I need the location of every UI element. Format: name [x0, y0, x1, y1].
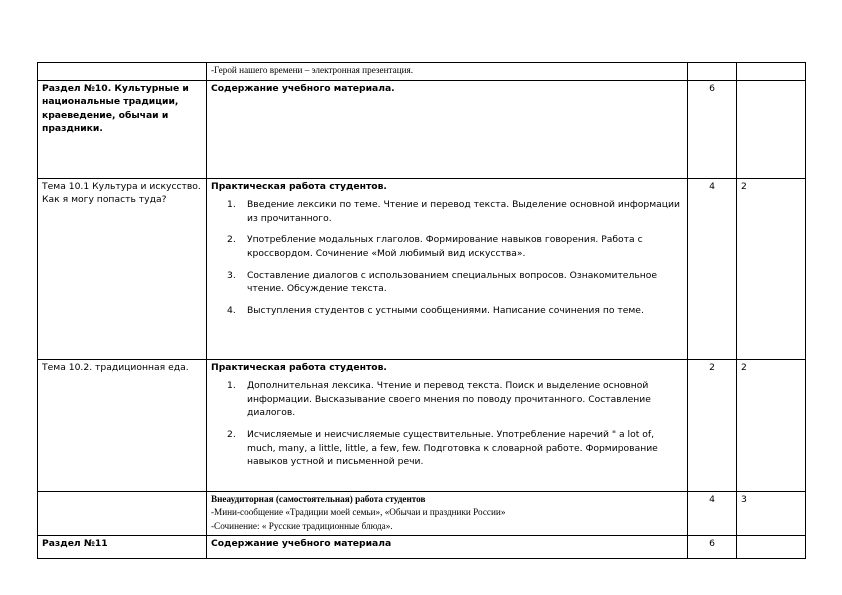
item-number: 2.	[227, 428, 236, 440]
level-cell	[737, 80, 806, 178]
hours-cell	[688, 63, 737, 81]
content-title: Практическая работа студентов.	[211, 180, 387, 192]
list-item	[211, 198, 683, 225]
topic-cell	[38, 63, 207, 81]
content-title: Содержание учебного материала	[207, 536, 688, 559]
level-cell	[737, 63, 806, 81]
content-line: -Сочинение: « Русские традиционные блюда».	[211, 520, 393, 531]
table-row	[38, 63, 806, 81]
table-row	[38, 178, 806, 359]
content-line: -Герой нашего времени – электронная презентация.	[211, 65, 414, 75]
section-title: Раздел №10. Культурные и национальные традиции, краеведение, обычаи и праздники.	[38, 80, 207, 178]
topic-cell: Тема 10.2. традиционная еда.	[38, 359, 207, 491]
hours-cell: 4	[688, 491, 737, 536]
item-text: Выступления студентов с устными сообщениями. Написание сочинения по теме.	[247, 304, 644, 316]
item-text: Исчисляемые и неисчисляемые существительные. Употребление наречий " a lot of, much, many, a little, little, a few, few. Подготовка к словарной работе. Формирование навыков устной и письменной речи.	[247, 428, 658, 468]
content-title: Содержание учебного материала.	[207, 80, 688, 178]
content-line: -Мини-сообщение «Традиции моей семьи», «Обычаи и праздники России»	[211, 507, 506, 518]
list-item	[211, 428, 683, 469]
section-title: Раздел №11	[38, 536, 207, 559]
topic-cell	[38, 491, 207, 536]
list-item	[211, 379, 683, 420]
curriculum-table	[37, 62, 806, 559]
item-text: Введение лексики по теме. Чтение и перевод текста. Выделение основной информации из прочитанного.	[247, 199, 680, 224]
topic-cell: Тема 10.1 Культура и искусство. Как я могу попасть туда?	[38, 178, 207, 359]
table-row	[38, 359, 806, 491]
hours-cell: 6	[688, 536, 737, 559]
level-cell	[737, 536, 806, 559]
item-number: 3.	[227, 269, 236, 281]
list-item	[211, 269, 683, 296]
item-number: 1.	[227, 199, 236, 211]
content-title: Практическая работа студентов.	[211, 361, 387, 373]
task-list	[211, 379, 683, 469]
content-cell	[207, 359, 688, 491]
table-row	[38, 80, 806, 178]
item-text: Дополнительная лексика. Чтение и перевод текста. Поиск и выделение основной информации. Высказывание своего мнения по поводу прочитанного. Составление диалогов.	[247, 380, 651, 419]
hours-cell: 4	[688, 178, 737, 359]
list-item	[211, 304, 683, 318]
hours-cell: 2	[688, 359, 737, 491]
item-number: 2.	[227, 234, 236, 246]
item-text: Употребление модальных глаголов. Формирование навыков говорения. Работа с кроссвордом. Сочинение «Мой любимый вид искусства».	[247, 234, 643, 259]
hours-cell: 6	[688, 80, 737, 178]
list-item	[211, 233, 683, 260]
content-cell	[207, 63, 688, 81]
item-text: Составление диалогов с использованием специальных вопросов. Ознакомительное чтение. Обсуждение текста.	[247, 269, 658, 295]
level-cell: 3	[737, 491, 806, 536]
table-row	[38, 491, 806, 536]
level-cell: 2	[737, 359, 806, 491]
item-number: 1.	[227, 380, 236, 392]
table-row	[38, 536, 806, 559]
content-cell	[207, 491, 688, 536]
level-cell: 2	[737, 178, 806, 359]
content-title: Внеаудиторная (самостоятельная) работа студентов	[211, 493, 426, 504]
content-cell	[207, 178, 688, 359]
item-number: 4.	[227, 304, 236, 316]
task-list	[211, 198, 683, 317]
